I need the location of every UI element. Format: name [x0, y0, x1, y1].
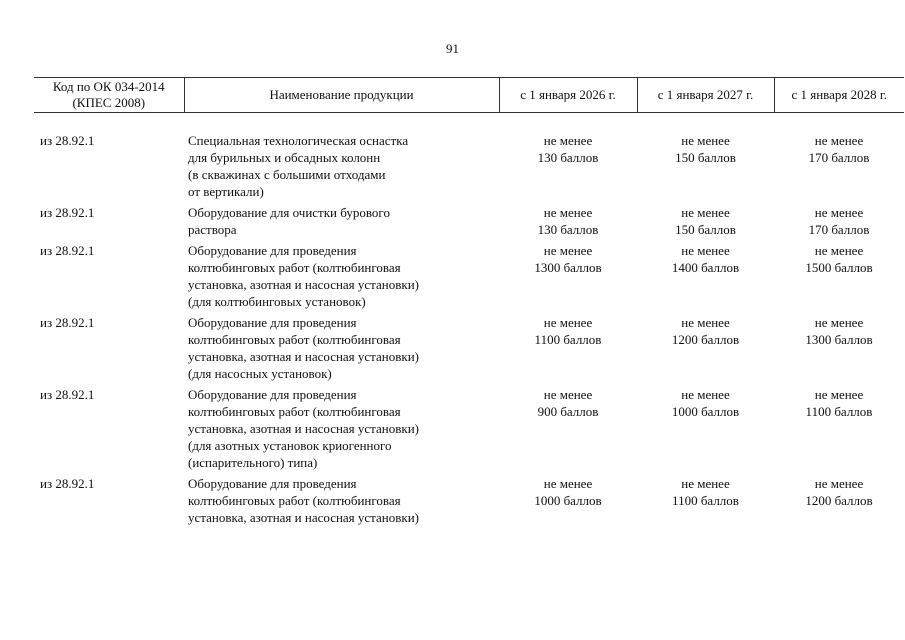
product-name-line: колтюбинговых работ (колтюбинговая: [188, 404, 401, 419]
score-2027: [637, 132, 774, 204]
score-line: 1100 баллов: [805, 404, 873, 419]
score-2027: [637, 386, 774, 475]
table-header-row: [34, 78, 904, 113]
header-spacer: [34, 113, 904, 133]
score-line: не менее: [543, 243, 593, 258]
product-code: из 28.92.1: [40, 387, 95, 402]
product-code: из 28.92.1: [40, 133, 95, 148]
score-line: не менее: [681, 133, 730, 148]
score-line: не менее: [681, 387, 730, 402]
product-name: [184, 242, 499, 314]
product-name-line: (в скважинах с большими отходами: [188, 167, 386, 182]
product-name-line: установка, азотная и насосная установки): [188, 510, 419, 525]
score-line: не менее: [681, 205, 730, 220]
header-code-line2: (КПЕС 2008): [72, 95, 146, 110]
score-line: 130 баллов: [537, 222, 599, 237]
header-year-2026: с 1 января 2026 г.: [499, 78, 637, 113]
score-line: не менее: [814, 476, 864, 491]
score-line: 1300 баллов: [805, 332, 873, 347]
header-name: Наименование продукции: [184, 78, 499, 113]
product-code: из 28.92.1: [40, 243, 95, 258]
score-line: 1300 баллов: [534, 260, 602, 275]
score-2028: [774, 475, 904, 530]
header-year-2028: с 1 января 2028 г.: [774, 78, 904, 113]
score-line: не менее: [814, 315, 864, 330]
product-name-line: (для колтюбинговых установок): [188, 294, 366, 309]
table-row: [34, 386, 904, 475]
score-2027: [637, 475, 774, 530]
score-line: 150 баллов: [675, 150, 736, 165]
score-line: не менее: [543, 133, 593, 148]
product-name-line: (испарительного) типа): [188, 455, 318, 470]
score-2027: [637, 242, 774, 314]
product-name-line: (для насосных установок): [188, 366, 332, 381]
score-line: 1200 баллов: [671, 332, 740, 347]
product-name-line: Оборудование для проведения: [188, 476, 357, 491]
product-name: [184, 132, 499, 204]
score-2027: [637, 204, 774, 242]
product-code: из 28.92.1: [40, 205, 95, 220]
score-line: не менее: [814, 133, 864, 148]
score-2026: [499, 386, 637, 475]
score-line: не менее: [543, 476, 593, 491]
score-2028: [774, 386, 904, 475]
score-2026: [499, 204, 637, 242]
score-line: не менее: [814, 387, 864, 402]
score-line: не менее: [681, 476, 730, 491]
score-2028: [774, 204, 904, 242]
product-name: [184, 475, 499, 530]
product-name-line: установка, азотная и насосная установки): [188, 277, 419, 292]
product-name-line: Оборудование для проведения: [188, 315, 357, 330]
score-2028: [774, 132, 904, 204]
score-line: не менее: [681, 243, 730, 258]
product-name-line: для бурильных и обсадных колонн: [188, 150, 381, 165]
score-line: не менее: [814, 243, 864, 258]
score-line: 1100 баллов: [672, 493, 739, 508]
table-row: [34, 242, 904, 314]
score-2028: [774, 242, 904, 314]
product-name-line: Оборудование для проведения: [188, 243, 357, 258]
requirements-table: [34, 77, 904, 530]
score-line: 150 баллов: [675, 222, 736, 237]
product-name-line: колтюбинговых работ (колтюбинговая: [188, 493, 401, 508]
table-row: [34, 475, 904, 530]
score-line: 900 баллов: [537, 404, 599, 419]
header-code: [34, 78, 184, 113]
product-name: [184, 314, 499, 386]
score-line: не менее: [814, 205, 864, 220]
score-line: 1000 баллов: [534, 493, 602, 508]
score-2026: [499, 475, 637, 530]
product-name: [184, 386, 499, 475]
score-line: 1200 баллов: [805, 493, 873, 508]
product-name-line: Оборудование для проведения: [188, 387, 357, 402]
score-line: 1500 баллов: [805, 260, 873, 275]
product-name-line: колтюбинговых работ (колтюбинговая: [188, 332, 401, 347]
score-line: 1100 баллов: [534, 332, 602, 347]
header-code-line1: Код по ОК 034-2014: [52, 79, 165, 94]
score-line: не менее: [543, 387, 593, 402]
table-row: [34, 204, 904, 242]
score-line: 1400 баллов: [671, 260, 740, 275]
header-year-2027: с 1 января 2027 г.: [637, 78, 774, 113]
product-name-line: Оборудование для очистки бурового: [188, 205, 390, 220]
score-2026: [499, 314, 637, 386]
product-name-line: установка, азотная и насосная установки): [188, 421, 419, 436]
score-2027: [637, 314, 774, 386]
product-name-line: колтюбинговых работ (колтюбинговая: [188, 260, 401, 275]
score-line: не менее: [543, 205, 593, 220]
score-line: 130 баллов: [537, 150, 599, 165]
score-2026: [499, 242, 637, 314]
product-name-line: раствора: [188, 222, 237, 237]
score-line: не менее: [543, 315, 593, 330]
product-name-line: от вертикали): [188, 184, 264, 199]
product-name: [184, 204, 499, 242]
product-code: из 28.92.1: [40, 315, 95, 330]
score-2028: [774, 314, 904, 386]
product-name-line: Специальная технологическая оснастка: [188, 133, 409, 148]
product-name-line: установка, азотная и насосная установки): [188, 349, 419, 364]
product-name-line: (для азотных установок криогенного: [188, 438, 392, 453]
product-code: из 28.92.1: [40, 476, 95, 491]
table-row: [34, 314, 904, 386]
table-row: [34, 132, 904, 204]
score-line: 1000 баллов: [671, 404, 740, 419]
score-2026: [499, 132, 637, 204]
score-line: 170 баллов: [808, 222, 870, 237]
page-number: 91: [446, 41, 459, 56]
score-line: 170 баллов: [808, 150, 870, 165]
score-line: не менее: [681, 315, 730, 330]
